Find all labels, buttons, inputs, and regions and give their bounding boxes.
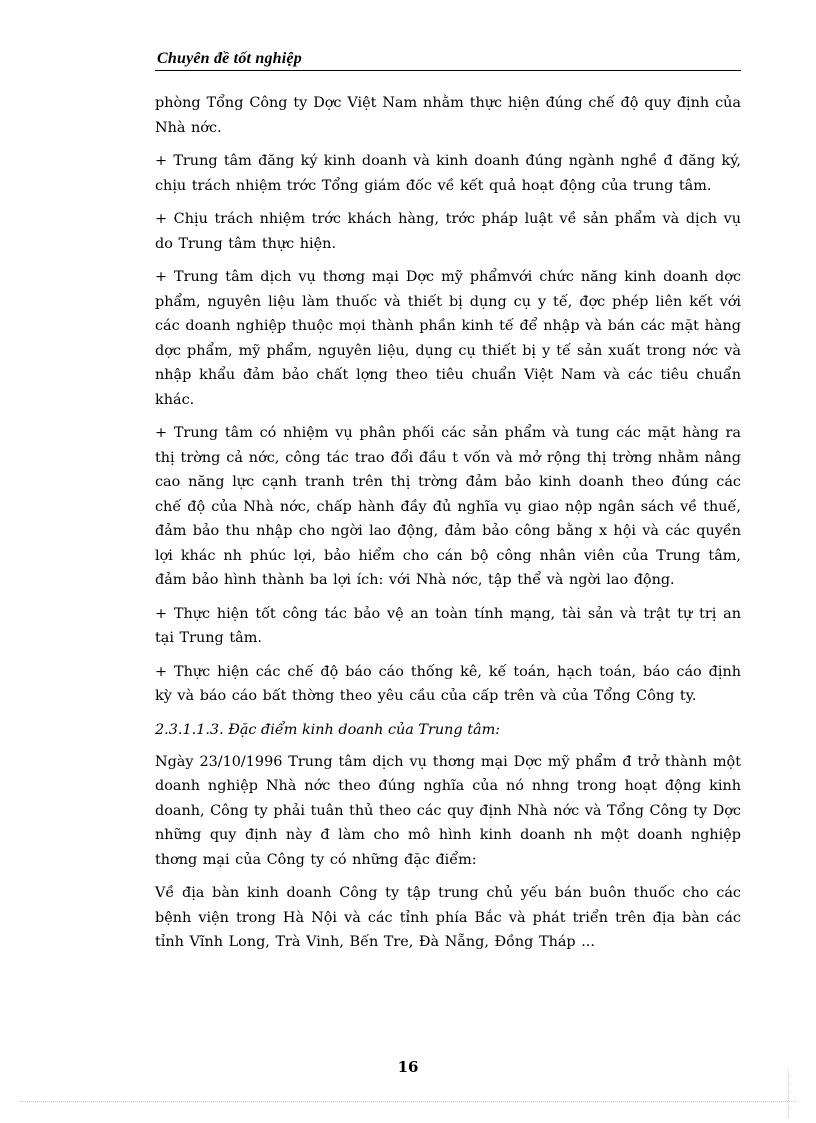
header-title: Chuyên đề tốt nghiệp <box>157 50 302 67</box>
paragraph: Về địa bàn kinh doanh Công ty tập trung chủ yếu bán buôn thuốc cho các bệnh viện trong Hà Nội và các tỉnh phía Bắc và phát triển trên địa bàn các tỉnh Vĩnh Long, Trà Vinh, Bến Tre, Đà Nẵng, Đồng Tháp ... <box>155 885 741 950</box>
paragraph: phòng Tổng Công ty Dợc Việt Nam nhằm thực hiện đúng chế độ quy định của Nhà nớc. <box>155 95 741 136</box>
page-border-dotted <box>20 1101 796 1102</box>
paragraph: + Thực hiện các chế độ báo cáo thống kê, kế toán, hạch toán, báo cáo định kỳ và báo cáo bất thờng theo yêu cầu của cấp trên và của Tổng Công ty. <box>155 663 741 704</box>
page-border-dotted-vertical <box>788 1070 789 1117</box>
paragraph: + Thực hiện tốt công tác bảo vệ an toàn tính mạng, tài sản và trật tự trị an tại Trung tâm. <box>155 605 741 646</box>
page-number: 16 <box>397 1058 419 1076</box>
section-subheading: 2.3.1.1.3. Đặc điểm kinh doanh của Trung tâm: <box>155 721 501 738</box>
header-rule <box>155 70 741 71</box>
paragraph: + Trung tâm có nhiệm vụ phân phối các sản phẩm và tung các mặt hàng ra thị trờng cả nớc, công tác trao đổi đầu t vốn và mở rộng thị trờng nhằm nâng cao năng lực cạnh tranh trên thị trờng đảm bảo kinh doanh theo đúng các chế độ của Nhà nớc, chấp hành đầy đủ nghĩa vụ giao nộp ngân sách về thuế, đảm bảo thu nhập cho ngời lao động, đảm bảo công bằng x hội và các quyền lợi khác nh phúc lợi, bảo hiểm cho cán bộ công nhân viên của Trung tâm, đảm bảo hình thành ba lợi ích: với Nhà nớc, tập thể và ngời lao động. <box>155 425 741 588</box>
paragraph: Ngày 23/10/1996 Trung tâm dịch vụ thơng mại Dợc mỹ phẩm đ trở thành một doanh nghiệp Nhà nớc theo đúng nghĩa của nó nhng trong hoạt động kinh doanh, Công ty phải tuân thủ theo các quy định Nhà nớc và Tổng Công ty Dợc những quy định này đ làm cho mô hình kinh doanh nh một doanh nghiệp thơng mại của Công ty có những đặc điểm: <box>155 753 741 868</box>
document-body <box>155 91 741 964</box>
paragraph: + Trung tâm đăng ký kinh doanh và kinh doanh đúng ngành nghề đ đăng ký, chịu trách nhiệm trớc Tổng giám đốc về kết quả hoạt động của trung tâm. <box>155 153 741 194</box>
paragraph: + Chịu trách nhiệm trớc khách hàng, trớc pháp luật về sản phẩm và dịch vụ do Trung tâm thực hiện. <box>155 211 741 252</box>
page-header <box>155 50 741 72</box>
paragraph: + Trung tâm dịch vụ thơng mại Dợc mỹ phẩmvới chức năng kinh doanh dợc phẩm, nguyên liệu làm thuốc và thiết bị dụng cụ y tế, đợc phép liên kết với các doanh nghiệp thuộc mọi thành phần kinh tế để nhập và bán các mặt hàng dợc phẩm, mỹ phẩm, nguyên liệu, dụng cụ thiết bị y tế sản xuất trong nớc và nhập khẩu đảm bảo chất lợng theo tiêu chuẩn Việt Nam và các tiêu chuẩn khác. <box>155 269 741 408</box>
